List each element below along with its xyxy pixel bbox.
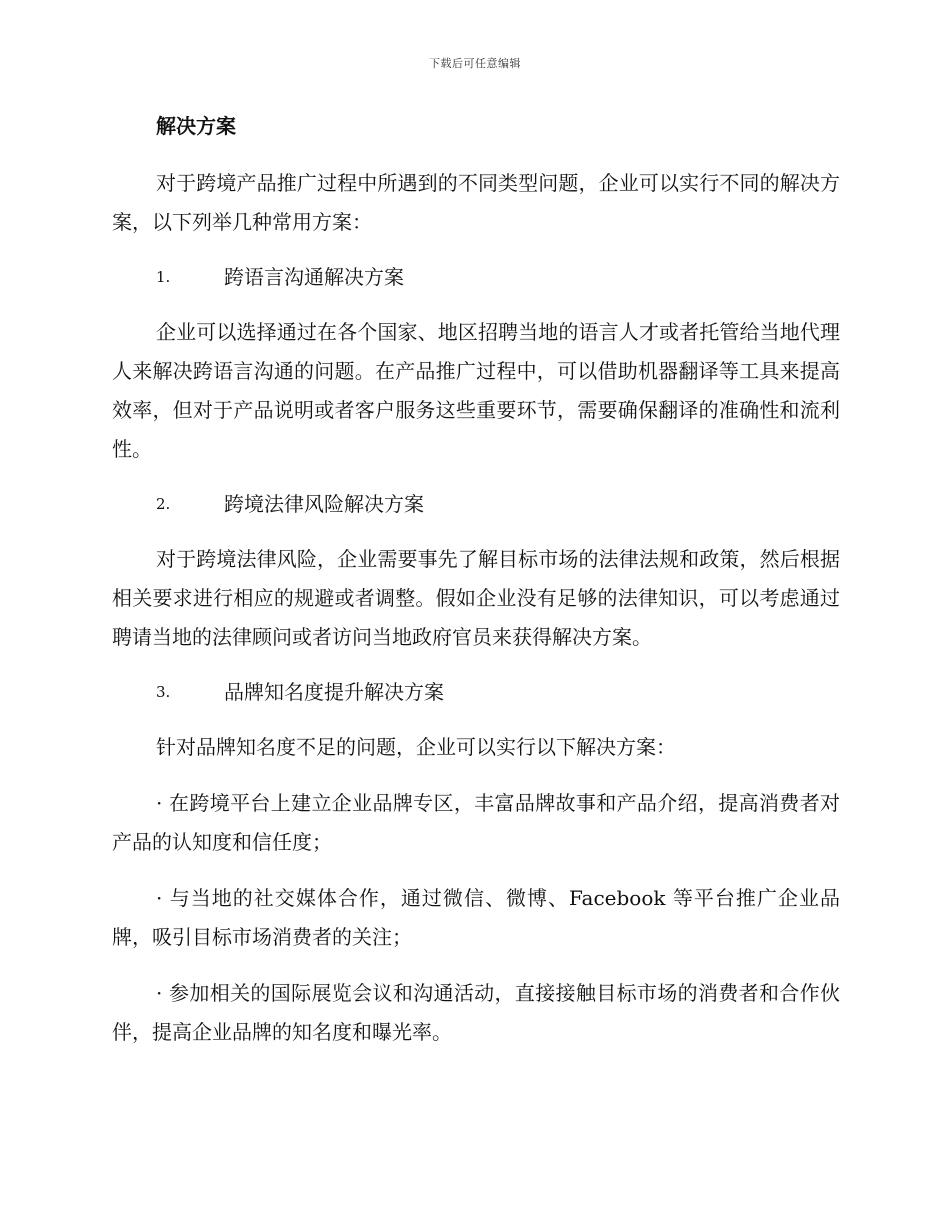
item-1-number: 1. xyxy=(156,268,171,286)
section-title: 解决方案 xyxy=(156,114,236,138)
bullet-paragraph-1: · 在跨境平台上建立企业品牌专区，丰富品牌故事和产品介绍，提高消费者对产品的认知度和信任度； xyxy=(112,791,840,854)
item-3-paragraph: 针对品牌知名度不足的问题，企业可以实行以下解决方案： xyxy=(156,735,676,759)
document-body xyxy=(112,108,840,1069)
item-2-title: 跨境法律风险解决方案 xyxy=(224,492,424,516)
page-header: 下载后可任意编辑 xyxy=(429,57,521,70)
item-3-title: 品牌知名度提升解决方案 xyxy=(224,680,444,704)
item-1-title: 跨语言沟通解决方案 xyxy=(224,265,404,289)
item-1-heading xyxy=(156,259,840,295)
bullet-paragraph-3: · 参加相关的国际展览会议和沟通活动，直接接触目标市场的消费者和合作伙伴，提高企业品牌的知名度和曝光率。 xyxy=(112,981,840,1044)
item-3-number: 3. xyxy=(156,683,171,701)
item-3-heading xyxy=(156,674,840,710)
intro-paragraph: 对于跨境产品推广过程中所遇到的不同类型问题，企业可以实行不同的解决方案，以下列举几种常用方案： xyxy=(112,171,840,234)
item-1-paragraph: 企业可以选择通过在各个国家、地区招聘当地的语言人才或者托管给当地代理人来解决跨语言沟通的问题。在产品推广过程中，可以借助机器翻译等工具来提高效率，但对于产品说明或者客户服务这些重要环节，需要确保翻译的准确性和流利性。 xyxy=(112,320,840,461)
item-2-heading xyxy=(156,486,840,522)
item-2-number: 2. xyxy=(156,495,171,513)
item-2-paragraph: 对于跨境法律风险，企业需要事先了解目标市场的法律法规和政策，然后根据相关要求进行相应的规避或者调整。假如企业没有足够的法律知识，可以考虑通过聘请当地的法律顾问或者访问当地政府官员来获得解决方案。 xyxy=(112,547,840,649)
bullet-paragraph-2: · 与当地的社交媒体合作，通过微信、微博、Facebook 等平台推广企业品牌，吸引目标市场消费者的关注； xyxy=(112,886,840,949)
